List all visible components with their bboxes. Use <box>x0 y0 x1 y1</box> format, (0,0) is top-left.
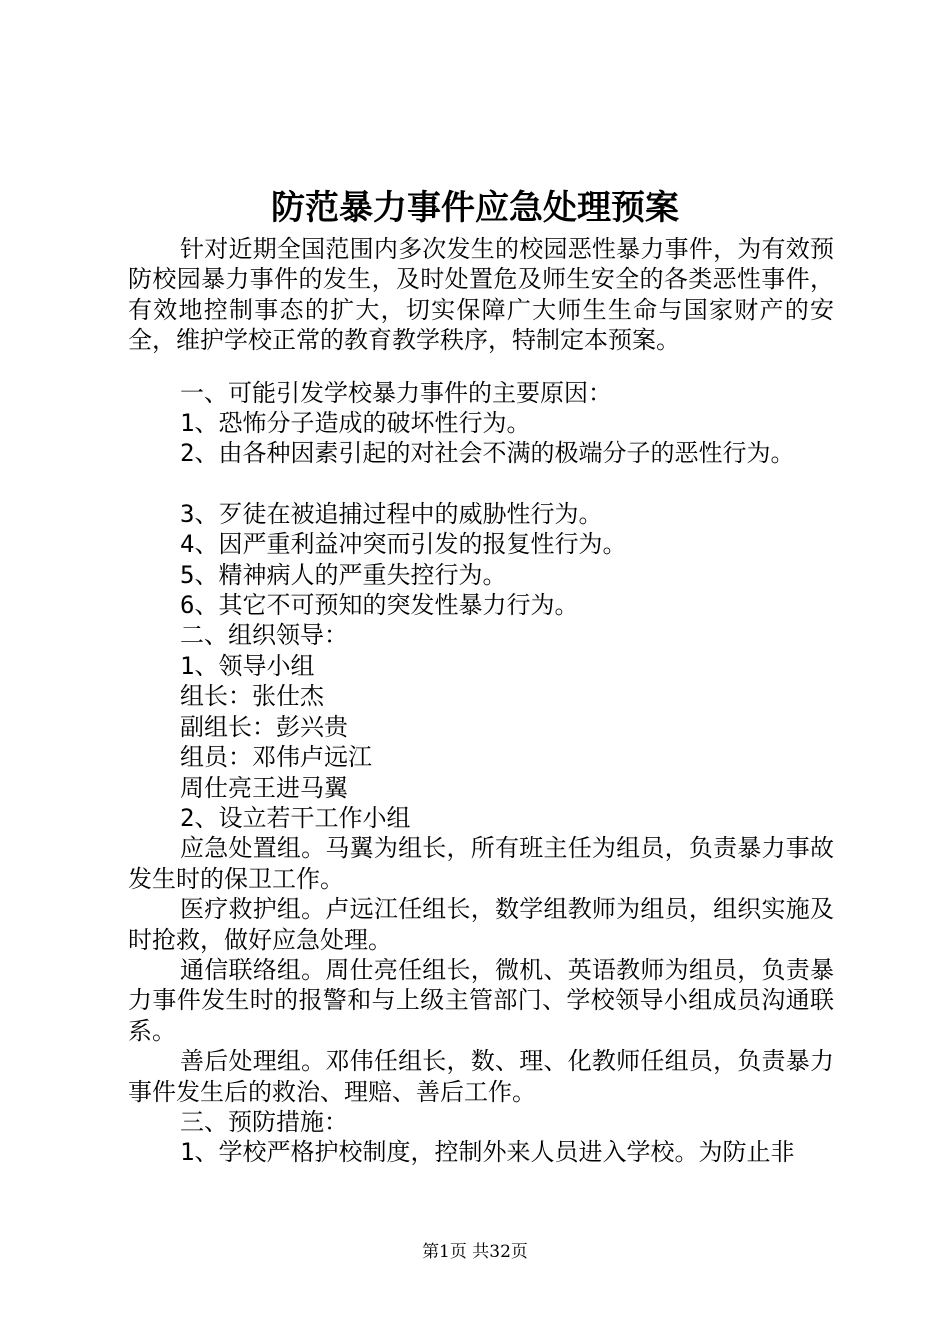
section1-heading: 一、可能引发学校暴力事件的主要原因： <box>180 378 612 407</box>
section2-sub2: 2、设立若干工作小组 <box>180 803 411 832</box>
document-title: 防范暴力事件应急处理预案 <box>271 188 679 228</box>
document-body <box>128 234 834 1168</box>
group-paragraph-aftermath: 善后处理组。邓伟任组长，数、理、化教师任组员，负责暴力事件发生后的救治、理赔、善后工作。 <box>128 1047 834 1106</box>
section2-heading: 二、组织领导： <box>180 621 348 650</box>
section3-item-1: 1、学校严格护校制度，控制外来人员进入学校。为防止非 <box>180 1138 795 1167</box>
group-paragraph-medical: 医疗救护组。卢远江任组长，数学组教师为组员，组织实施及时抢救，做好应急处理。 <box>128 895 834 954</box>
leader-line: 组长：张仕杰 <box>180 682 324 711</box>
group-paragraph-communication: 通信联络组。周仕亮任组长，微机、英语教师为组员，负责暴力事件发生时的报警和与上级主管部门、学校领导小组成员沟通联系。 <box>128 955 834 1045</box>
section1-item-3: 3、歹徒在被追捕过程中的威胁性行为。 <box>180 499 603 528</box>
group-paragraph-emergency: 应急处置组。马翼为组长，所有班主任为组员，负责暴力事故发生时的保卫工作。 <box>128 834 834 893</box>
section2-sub1: 1、领导小组 <box>180 651 315 680</box>
vice-leader-line: 副组长：彭兴贵 <box>180 712 348 741</box>
section1-item-2: 2、由各种因素引起的对社会不满的极端分子的恶性行为。 <box>180 439 795 468</box>
members-line-2: 周仕亮王进马翼 <box>180 773 348 802</box>
section3-heading: 三、预防措施： <box>180 1107 348 1136</box>
section1-item-4: 4、因严重利益冲突而引发的报复性行为。 <box>180 530 627 559</box>
page-number-footer: 第1页 共32页 <box>422 1242 528 1262</box>
section1-item-6: 6、其它不可预知的突发性暴力行为。 <box>180 591 579 620</box>
section1-item-1: 1、恐怖分子造成的破坏性行为。 <box>180 409 531 438</box>
section1-item-5: 5、精神病人的严重失控行为。 <box>180 560 507 589</box>
intro-paragraph: 针对近期全国范围内多次发生的校园恶性暴力事件，为有效预防校园暴力事件的发生，及时处置危及师生安全的各类恶性事件，有效地控制事态的扩大，切实保障广大师生生命与国家财产的安全，维护学校正常的教育教学秩序，特制定本预案。 <box>128 235 834 355</box>
members-line-1: 组员：邓伟卢远江 <box>180 743 372 772</box>
